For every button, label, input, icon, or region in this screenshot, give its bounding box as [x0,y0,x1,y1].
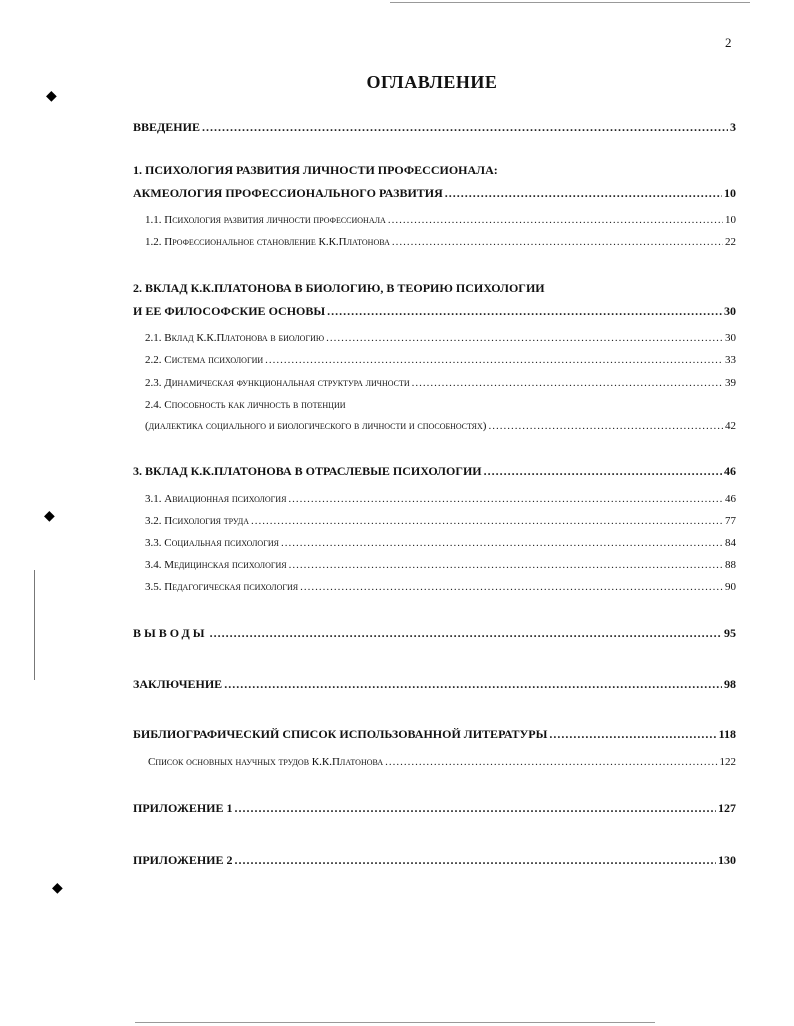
toc-leader [385,756,717,768]
toc-label: 2.1. Вклад К.К.Платонова в биологию [145,332,325,344]
toc-page: 95 [724,626,736,640]
punch-mark-icon: ◆ [52,881,63,896]
toc-label: БИБЛИОГРАФИЧЕСКИЙ СПИСОК ИСПОЛЬЗОВАННОЙ ЛИТЕРАТУРЫ [133,727,548,741]
toc-entry-1-2[interactable] [145,236,736,248]
toc-page: 33 [725,354,736,366]
toc-label: ПРИЛОЖЕНИЕ 2 [133,853,233,867]
toc-entry-2-1[interactable] [145,332,736,344]
toc-label: ПРИЛОЖЕНИЕ 1 [133,801,233,815]
toc-leader [289,559,723,571]
toc-label: АКМЕОЛОГИЯ ПРОФЕССИОНАЛЬНОГО РАЗВИТИЯ [133,186,443,200]
toc-entry-3-5[interactable] [145,581,736,593]
toc-label: 3.2. Психология труда [145,515,249,527]
toc-label: ВЫВОДЫ [133,626,208,640]
toc-label: 2.3. Динамическая функциональная структура личности [145,377,410,389]
scan-line-bottom [135,1022,655,1023]
toc-entry-2-4-heading: 2.4. Способность как личность в потенции [145,399,346,411]
toc-leader [445,186,722,201]
toc-page: 22 [725,236,736,248]
toc-page: 127 [718,801,736,815]
toc-page: 42 [725,420,736,432]
toc-leader [202,120,728,135]
toc-entry-section-1[interactable] [133,186,736,201]
punch-mark-icon: ◆ [46,89,57,104]
toc-page: 10 [725,214,736,226]
toc-page: 118 [718,727,736,741]
toc-label: 1.1. Психология развития личности профессионала [145,214,386,226]
toc-label: И ЕЕ ФИЛОСОФСКИЕ ОСНОВЫ [133,304,326,318]
toc-entry-3-1[interactable] [145,493,736,505]
toc-page: 30 [724,304,736,318]
toc-section-1-heading: 1. ПСИХОЛОГИЯ РАЗВИТИЯ ЛИЧНОСТИ ПРОФЕССИОНАЛА: [133,163,498,177]
toc-entry-conclusions[interactable] [133,626,736,641]
toc-entry-3-3[interactable] [145,537,736,549]
toc-label: 3.3. Социальная психология [145,537,279,549]
toc-label: (диалектика социального и биологического в личности и способностях) [145,420,487,432]
toc-label: 1.2. Профессиональное становление К.К.Платонова [145,236,390,248]
toc-entry-3-4[interactable] [145,559,736,571]
toc-label: ЗАКЛЮЧЕНИЕ [133,677,223,691]
toc-page: 90 [725,581,736,593]
toc-page: 10 [724,186,736,200]
toc-entry-final[interactable] [133,677,736,692]
toc-leader [224,677,722,692]
toc-page: 77 [725,515,736,527]
toc-label: 3.4. Медицинская психология [145,559,287,571]
toc-leader [265,354,723,366]
toc-page: 84 [725,537,736,549]
toc-entry-1-1[interactable] [145,214,736,226]
punch-mark-icon: ◆ [44,509,55,524]
toc-page: 88 [725,559,736,571]
toc-page: 39 [725,377,736,389]
page-number: 2 [725,35,732,50]
toc-page: 122 [719,756,736,768]
scan-edge-line [34,570,35,680]
toc-section-2-heading: 2. ВКЛАД К.К.ПЛАТОНОВА В БИОЛОГИЮ, В ТЕОРИЮ ПСИХОЛОГИИ [133,281,545,295]
toc-entry-2-3[interactable] [145,377,736,389]
toc-entry-bibliography[interactable] [133,727,736,742]
toc-label: 3. ВКЛАД К.К.ПЛАТОНОВА В ОТРАСЛЕВЫЕ ПСИХОЛОГИИ [133,464,482,478]
toc-label: ВВЕДЕНИЕ [133,120,200,134]
toc-leader [327,304,722,319]
toc-label: 3.5. Педагогическая психология [145,581,299,593]
toc-page: 98 [724,677,736,691]
toc-entry-3-2[interactable] [145,515,736,527]
toc-entry-appendix-2[interactable] [133,853,736,868]
toc-entry-section-3[interactable] [133,464,736,479]
toc-leader [392,236,723,248]
toc-page: 3 [730,120,736,134]
toc-entry-2-2[interactable] [145,354,736,366]
toc-entry-platonov-works[interactable] [148,756,736,768]
toc-entry-section-2[interactable] [133,304,736,319]
toc-label: Список основных научных трудов К.К.Платонова [148,756,384,768]
toc-page: 130 [718,853,736,867]
toc-entry-appendix-1[interactable] [133,801,736,816]
toc-leader [281,537,723,549]
toc-label: 3.1. Авиационная психология [145,493,287,505]
toc-leader [488,420,723,432]
page-title: ОГЛАВЛЕНИЕ [366,72,498,92]
toc-leader [235,853,716,868]
toc-entry-intro[interactable] [133,120,736,135]
scan-line-top [390,2,750,3]
toc-label: 2.2. Система психологии [145,354,264,366]
toc-leader [549,727,716,742]
toc-entry-2-4[interactable] [145,420,736,432]
toc-leader [210,626,722,641]
toc-leader [235,801,716,816]
toc-page: 46 [724,464,736,478]
toc-leader [484,464,722,479]
toc-leader [326,332,723,344]
toc-page: 30 [725,332,736,344]
toc-leader [388,214,723,226]
toc-leader [288,493,723,505]
toc-leader [251,515,723,527]
toc-leader [300,581,723,593]
toc-page: 46 [725,493,736,505]
toc-leader [412,377,723,389]
